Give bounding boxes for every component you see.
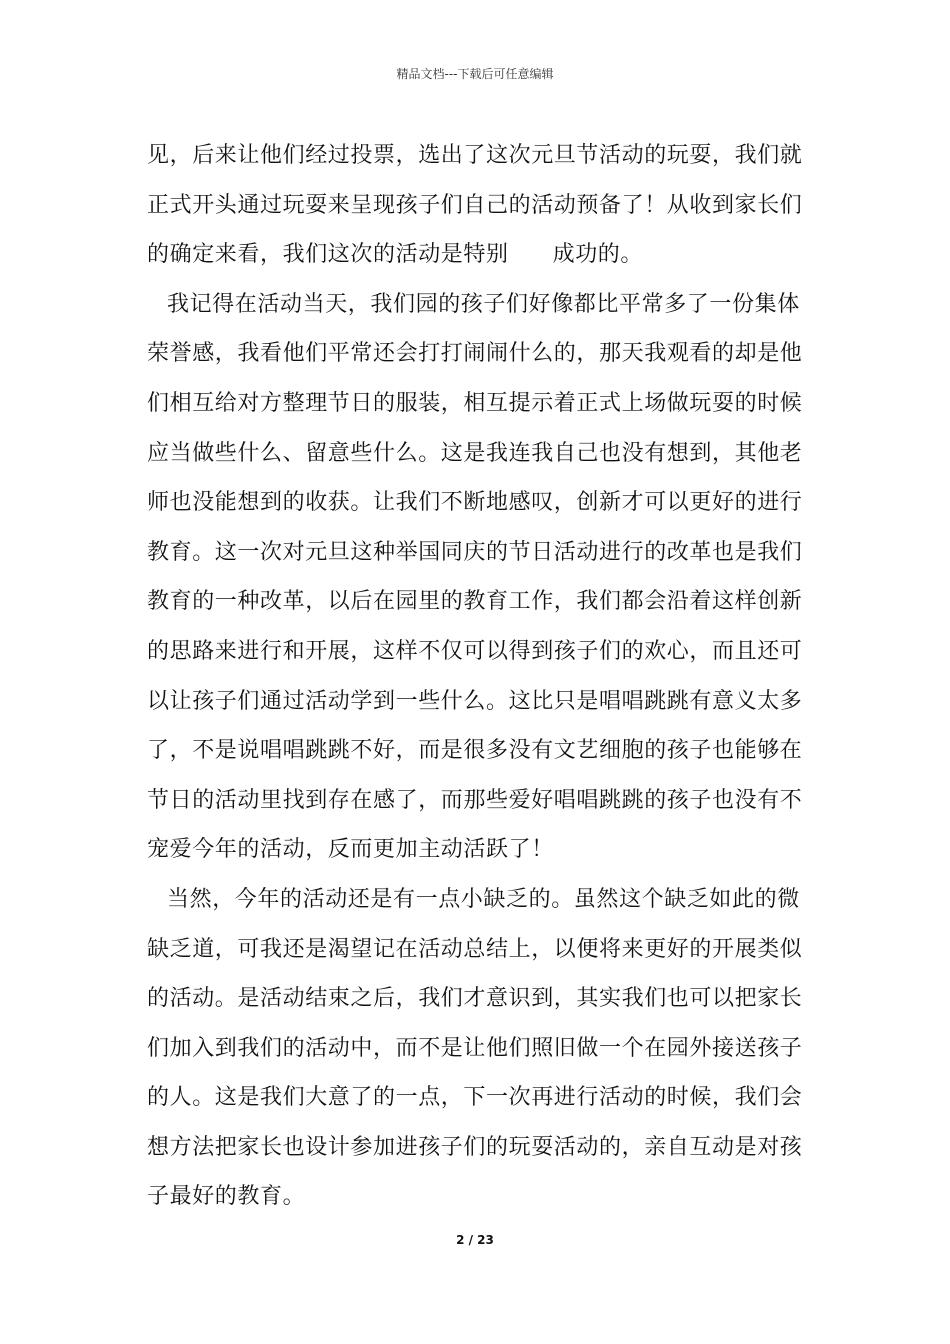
text-line: 应当做些什么、留意些什么。这是我连我自己也没有想到，其他老 (147, 440, 803, 466)
text-segment: 的确定来看，我们这次的活动是特别 (147, 242, 509, 268)
text-line (147, 230, 807, 280)
text-line: 缺乏道，可我还是渴望记在活动总结上，以便将来更好的开展类似 (147, 936, 803, 962)
paragraph-start: 我记得在活动当天，我们园的孩子们好像都比平常多了一份集体 (167, 291, 800, 317)
text-line: 想方法把家长也设计参加进孩子们的玩耍活动的，亲自互动是对孩 (147, 1134, 803, 1160)
text-line: 的活动。是活动结束之后，我们才意识到，其实我们也可以把家长 (147, 986, 803, 1012)
text-line: 们加入到我们的活动中，而不是让他们照旧做一个在园外接送孩子 (147, 1035, 803, 1061)
paragraph-start: 当然，今年的活动还是有一点小缺乏的。虽然这个缺乏如此的微 (167, 886, 800, 912)
page-header: 精品文档---下载后可任意编辑 (396, 67, 554, 81)
text-line: 正式开头通过玩耍来呈现孩子们自己的活动预备了！从收到家长们 (147, 192, 803, 218)
document-body (147, 131, 807, 1222)
text-line: 们相互给对方整理节日的服装，相互提示着正式上场做玩耍的时候 (147, 390, 803, 416)
text-line: 教育的一种改革，以后在园里的教育工作，我们都会沿着这样创新 (147, 589, 803, 615)
text-segment: 成功的。 (552, 242, 644, 268)
text-line: 教育。这一次对元旦这种举国同庆的节日活动进行的改革也是我们 (147, 539, 803, 565)
text-line: 的人。这是我们大意了的一点，下一次再进行活动的时候，我们会 (147, 1085, 803, 1111)
text-line: 了，不是说唱唱跳跳不好，而是很多没有文艺细胞的孩子也能够在 (147, 738, 803, 764)
text-line: 的思路来进行和开展，这样不仅可以得到孩子们的欢心，而且还可 (147, 638, 803, 664)
text-line: 以让孩子们通过活动学到一些什么。这比只是唱唱跳跳有意义太多 (147, 688, 803, 714)
page-number: 2 / 23 (456, 1233, 494, 1247)
text-line: 荣誉感，我看他们平常还会打打闹闹什么的，那天我观看的却是他 (147, 341, 803, 367)
text-line: 师也没能想到的收获。让我们不断地感叹，创新才可以更好的进行 (147, 490, 803, 516)
text-line: 见，后来让他们经过投票，选出了这次元旦节活动的玩耍，我们就 (147, 143, 803, 168)
text-line: 子最好的教育。 (147, 1184, 306, 1210)
text-line: 节日的活动里找到存在感了，而那些爱好唱唱跳跳的孩子也没有不 (147, 787, 803, 813)
text-line: 宠爱今年的活动，反而更加主动活跃了！ (147, 837, 554, 863)
